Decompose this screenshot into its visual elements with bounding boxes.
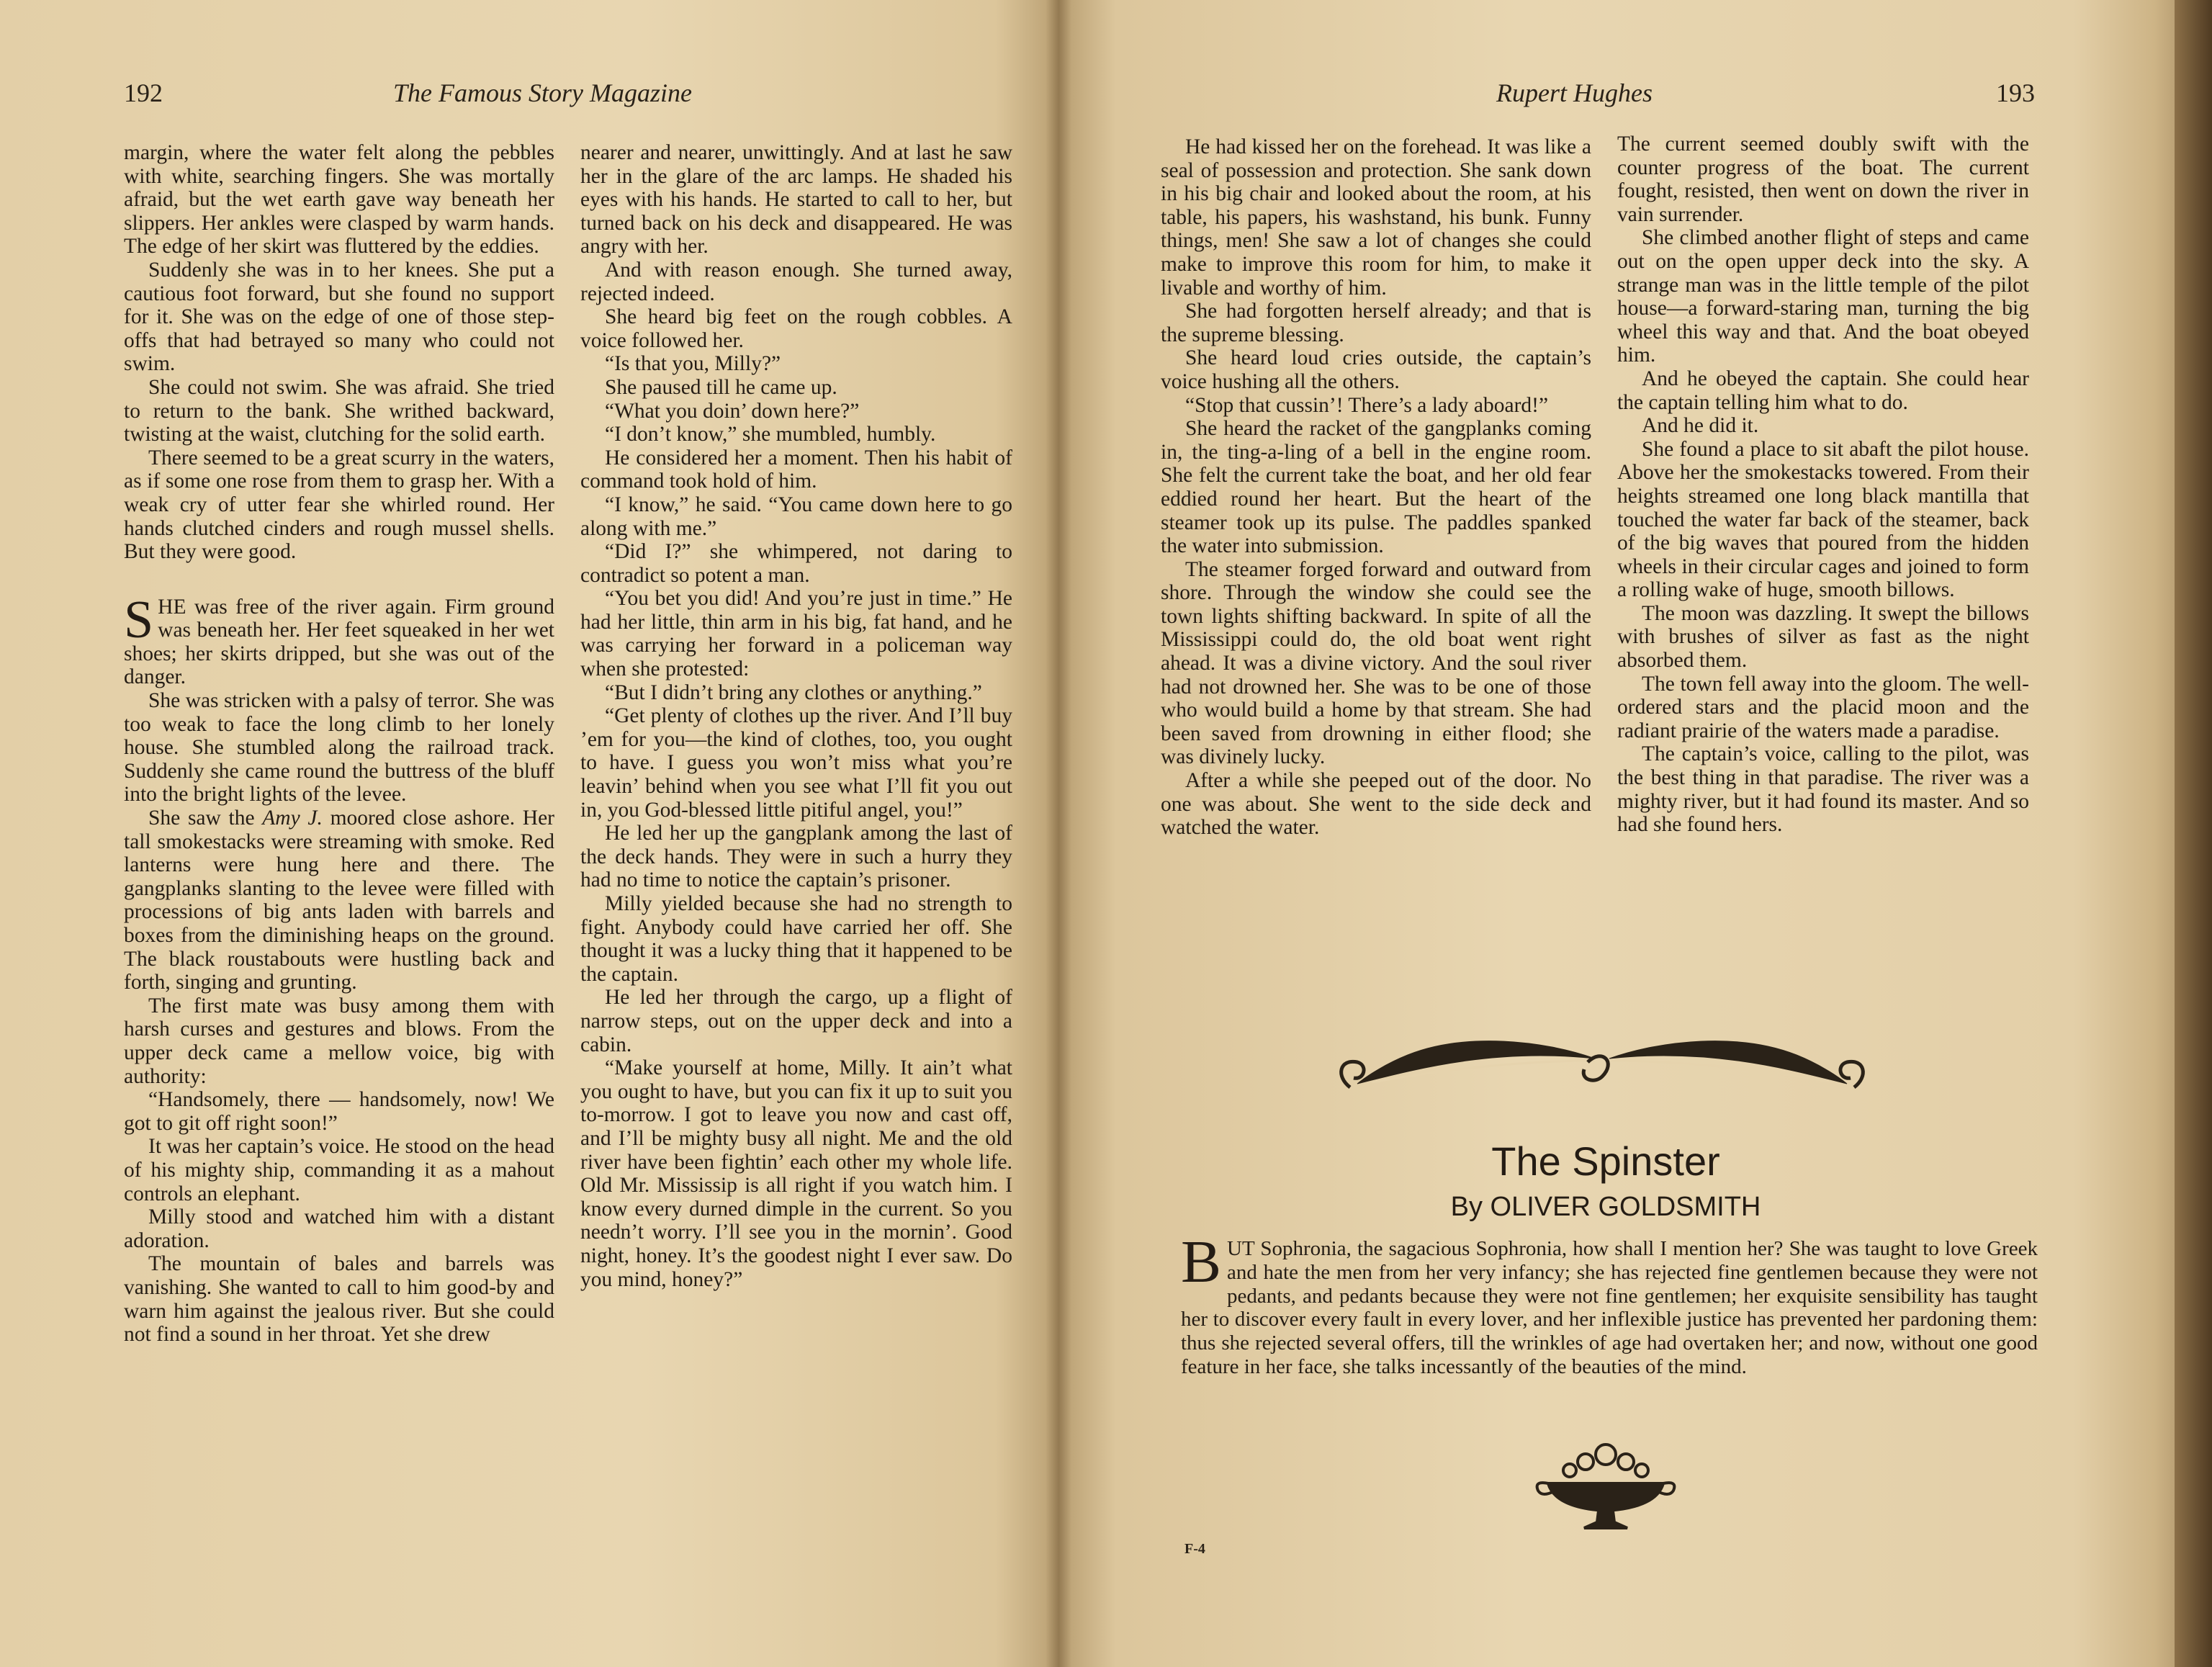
paragraph: She heard the racket of the gangplanks coming in, the ting-a-ling of a bell in the engine room. She felt the current take the boat, and her old fear eddied round her heart. But the heart of the steamer took up its pulse. The paddles spanked the water into submission. — [1161, 417, 1591, 558]
section-dropcap: S — [124, 590, 154, 650]
paragraph: “Is that you, Milly?” — [605, 352, 781, 376]
right-column-2 — [1617, 132, 2029, 837]
essay-body — [1181, 1228, 2038, 1379]
paragraph: And he did it. — [1642, 414, 1759, 438]
left-page — [0, 0, 1058, 1667]
paragraph: And he obeyed the captain. She could hear the captain telling him what to do. — [1617, 367, 2029, 414]
paragraph: It was her captain’s voice. He stood on the head of his mighty ship, commanding it as a mahout controls an elephant. — [124, 1135, 554, 1205]
paragraph: The captain’s voice, calling to the pilot, was the best thing in that paradise. The river was a mighty river, but it had found its master. And so had she found hers. — [1617, 742, 2029, 837]
paragraph: She had forgotten herself already; and that is the supreme blessing. — [1161, 300, 1591, 346]
paragraph: Suddenly she was in to her knees. She put a cautious foot forward, but she found no support for it. She was on the edge of one of those step-offs that had betrayed so many who could not swim. — [124, 258, 554, 376]
paragraph: She was stricken with a palsy of terror. She was too weak to face the long climb to her lonely house. She stumbled along the railroad track. Suddenly she came round the buttress of the bluff into the bright lights of the levee. — [124, 689, 554, 806]
paragraph: “Did I?” she whimpered, not daring to contradict so potent a man. — [580, 540, 1012, 587]
paragraph: And with reason enough. She turned away, rejected indeed. — [580, 258, 1012, 305]
paragraph: “But I didn’t bring any clothes or anything.” — [605, 680, 982, 704]
paragraph: margin, where the water felt along the pebbles with white, searching fingers. She was mortally afraid, but the wet earth gave way beneath her slippers. Her ankles were clasped by warm hands. The edge of her skirt was fluttered by the eddies. — [124, 141, 554, 259]
page-number-right: 193 — [1996, 78, 2035, 107]
paragraph: The first mate was busy among them with harsh curses and gestures and blows. From the upper deck came a mellow voice, big with authority: — [124, 994, 554, 1088]
text-run: moored close ashore. Her tall smokestacks were streaming with smoke. Red lanterns were hung here and there. The gangplanks slanting to the levee were filled with processions of big ants laden with barrels and boxes from the diminishing heaps on the ground. The black roustabouts were hustling back and forth, singing and grunting. — [124, 806, 554, 994]
boat-name: Amy J. — [262, 806, 323, 830]
paragraph: He led her up the gangplank among the last of the deck hands. They were in such a hurry they had no time to notice the captain’s prisoner. — [580, 822, 1012, 892]
paragraph: “I know,” he said. “You came down here to go along with me.” — [580, 493, 1012, 540]
section-opening-paragraph — [124, 590, 554, 689]
right-page — [1058, 0, 2212, 1667]
paragraph: She heard big feet on the rough cobbles. A voice followed her. — [580, 305, 1012, 352]
paragraph: “Make yourself at home, Milly. It ain’t what you ought to have, but you can fix it up to suit you to-morrow. I got to leave you now and cast off, and I’ll be mighty busy all night. Me and the old river have been fightin’ each other my whole life. Old Mr. Mississip is all right if you watch him. I know every durned dimple in the current. So you needn’t worry. I’ll see you in the mornin’. Good night, honey. It’s the goodest night I ever saw. Do you mind, honey?” — [580, 1056, 1012, 1291]
paragraph: She paused till he came up. — [605, 375, 837, 399]
flower-urn-ornament-icon — [1527, 1439, 1685, 1532]
paragraph: The steamer forged forward and outward from shore. Through the window she could see the town lights shifting backward. In spite of all the Mississippi could do, the old boat went right ahead. It was a divine victory. And the soul river had not drowned her. She was to be one of those who would build a home by that stream. She had been saved from drowning in either flood; she was divinely lucky. — [1161, 557, 1591, 769]
book-fore-edge — [2175, 0, 2212, 1667]
right-column-1 — [1161, 135, 1591, 840]
paragraph: “What you doin’ down here?” — [605, 399, 860, 423]
essay-dropcap: B — [1181, 1228, 1222, 1295]
paragraph: He had kissed her on the forehead. It was like a seal of possession and protection. She sank down in his big chair and looked about the room, at his table, his papers, his washstand, his bunk. Funny things, men! She saw a lot of changes she could make to improve this room for him, to make it livable and worthy of him. — [1161, 135, 1591, 300]
feather-ornament-icon — [1328, 1019, 1876, 1105]
paragraph: After a while she peeped out of the door. No one was about. She went to the side deck and watched the water. — [1161, 769, 1591, 840]
paragraph: She heard loud cries outside, the captain’s voice hushing all the others. — [1161, 346, 1591, 393]
paragraph: nearer and nearer, unwittingly. And at last he saw her in the glare of the arc lamps. He shaded his eyes with his hands. He started to call to her, but turned back on his deck and disappeared. He was angry with her. — [580, 141, 1012, 259]
paragraph: There seemed to be a great scurry in the waters, as if some one rose from them to grasp her. With a weak cry of utter fear she whirled round. Her hands clutched cinders and rough mussel shells. But they were good. — [124, 446, 554, 564]
paragraph: Milly yielded because she had no strength to fight. Anybody could have carried her off. She thought it was a lucky thing that it happened to be the captain. — [580, 892, 1012, 986]
paragraph: She found a place to sit abaft the pilot house. Above her the smokestacks towered. From their heights streamed one long black mantilla that touched the water far back of the steamer, back of the big waves that poured from the hidden wheels in their circular cages and joined to form a rolling wake of huge, smooth billows. — [1617, 437, 2029, 602]
running-head-left: The Famous Story Magazine — [393, 78, 692, 107]
paragraph — [124, 806, 554, 994]
paragraph: He led her through the cargo, up a flight of narrow steps, out on the upper deck and into a cabin. — [580, 986, 1012, 1056]
page-number-left: 192 — [124, 78, 163, 107]
paragraph: “Handsomely, there — handsomely, now! We got to git off right soon!” — [124, 1088, 554, 1135]
paragraph: Milly stood and watched him with a distant adoration. — [124, 1205, 554, 1252]
left-column-2 — [580, 141, 1012, 1291]
paragraph: The moon was dazzling. It swept the billows with brushes of silver as fast as the night absorbed them. — [1617, 601, 2029, 673]
book-gutter — [1046, 0, 1071, 1667]
paragraph: He considered her a moment. Then his habit of command took hold of him. — [580, 446, 1012, 493]
paragraph: The current seemed doubly swift with the counter progress of the boat. The current fought, resisted, then went on down the river in vain surrender. — [1617, 132, 2029, 226]
essay-text: UT Sophronia, the sagacious Sophronia, how shall I mention her? She was taught to love Greek and hate the men from her very infancy; she has rejected fine gentlemen because they were not pedants, and pedants because they were not fine gentlemen; her exquisite sensibility has taught her to discover every fault in every lover, and her inflexible justice has prevented her pardoning them: thus she rejected several offers, till the wrinkles of age had overtaken her; and now, without one good feature in her face, she talks incessantly of the beauties of the mind. — [1181, 1237, 2038, 1378]
paragraph: “Get plenty of clothes up the river. And I’ll buy ’em for you—the kind of clothes, too, you ought to have. I guess you won’t miss what you’re leavin’ behind when you see what I’ll fit you out in, you God-blessed little pitiful angel, you!” — [580, 704, 1012, 822]
paragraph: “You bet you did! And you’re just in time.” He had her little, thin arm in his big, fat hand, and he was carrying her forward in a policeman way when she protested: — [580, 587, 1012, 681]
paragraph: “I don’t know,” she mumbled, humbly. — [605, 423, 936, 446]
paragraph: She could not swim. She was afraid. She tried to return to the bank. She writhed backward, twisting at the waist, clutching for the solid earth. — [124, 375, 554, 446]
essay-title: The Spinster — [1491, 1138, 1720, 1184]
left-column-1 — [124, 141, 554, 1347]
folio-mark: F-4 — [1184, 1541, 1205, 1557]
essay-author: By OLIVER GOLDSMITH — [1450, 1192, 1761, 1222]
paragraph: “Stop that cussin’! There’s a lady aboard!” — [1185, 393, 1549, 417]
text-run: She saw the — [148, 806, 263, 830]
paragraph: She climbed another flight of steps and came out on the open upper deck into the sky. A strange man was in the little temple of the pilot house—a forward-staring man, turning the big wheel this way and that. And the boat obeyed him. — [1617, 226, 2029, 367]
paragraph: The mountain of bales and barrels was vanishing. She wanted to call to him good-by and warn him against the jealous river. But she could not find a sound in her throat. Yet she drew — [124, 1252, 554, 1347]
section-opening-text: HE was free of the river again. Firm ground was beneath her. Her feet squeaked in her wet shoes; her skirts dripped, but she was out of the danger. — [124, 595, 554, 689]
paragraph: The town fell away into the gloom. The well-ordered stars and the placid moon and the radiant prairie of the waters made a paradise. — [1617, 672, 2029, 742]
running-head-right: Rupert Hughes — [1496, 78, 1653, 107]
